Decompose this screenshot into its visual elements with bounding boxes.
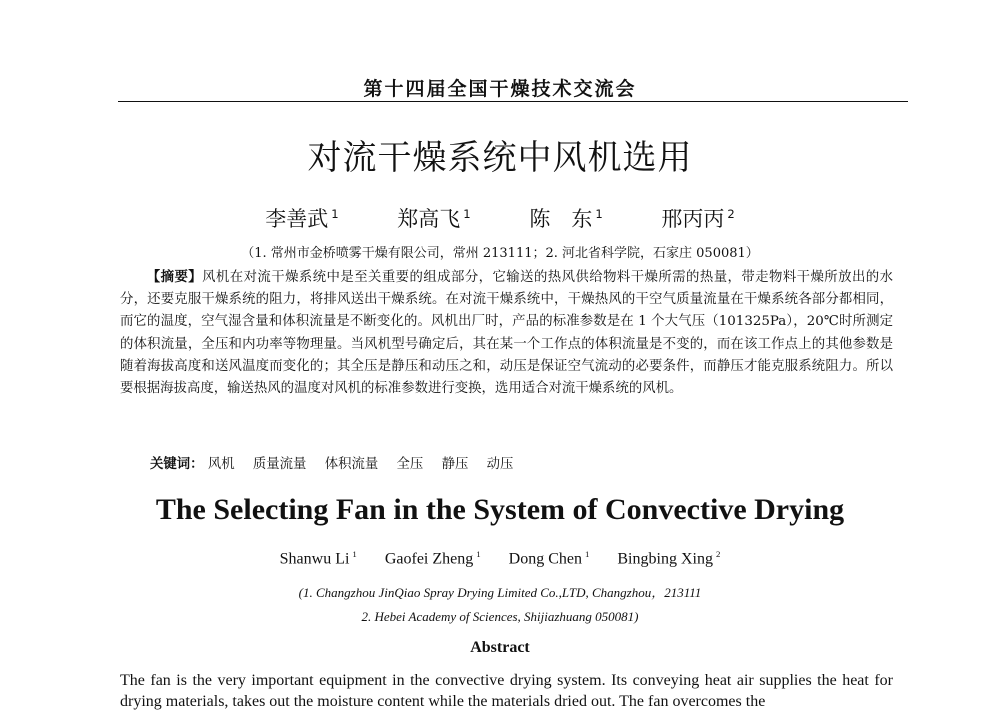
header-rule: [118, 101, 908, 102]
abstract-cn: [120, 266, 893, 400]
author-en: [280, 549, 357, 568]
author-name: Gaofei Zheng: [384, 550, 474, 568]
keywords-cn: [150, 453, 890, 472]
affiliation-en-line1: (1. Changzhou JinQiao Spray Drying Limited Co.,LTD, Changzhou，213111: [298, 585, 702, 600]
abstract-text-en: The fan is the very important equipment in the convective drying system. Its conveying heat air supplies the heat for drying materials, takes out the moisture content while the materials dried out. The fan overcomes the: [120, 672, 893, 710]
author-list-cn: [0, 203, 1000, 233]
keyword: 体积流量: [324, 457, 379, 472]
affiliation-cn: （1. 常州市金桥喷雾干燥有限公司，常州 213111；2. 河北省科学院，石家庄 050081）: [241, 246, 759, 261]
author-cn: [529, 203, 602, 233]
author-affiliation-mark: 1: [476, 549, 481, 559]
author-affiliation-mark: 2: [715, 549, 721, 559]
author-en: [617, 549, 720, 568]
keyword: 风机: [207, 457, 235, 472]
author-name: 陈 东: [529, 207, 593, 231]
author-name: 邢丙丙: [661, 207, 725, 231]
author-en: [509, 549, 590, 568]
abstract-label-cn: 【摘要】: [146, 269, 203, 285]
author-affiliation-mark: 1: [352, 549, 357, 559]
author-name: 李善武: [265, 207, 329, 231]
author-name: Shanwu Li: [279, 550, 350, 568]
author-affiliation-mark: 1: [595, 207, 603, 221]
author-cn: [661, 203, 734, 233]
conference-header: 第十四届全国干燥技术交流会: [363, 78, 637, 100]
abstract-text-cn: 风机在对流干燥系统中是至关重要的组成部分，它输送的热风供给物料干燥所需的热量，带走物料干燥所放出的水分，还要克服干燥系统的阻力，将排风送出干燥系统。在对流干燥系统中，干燥热风的干空气质量流量在干燥系统各部分都相同，而它的温度，空气湿含量和体积流量是不断变化的。风机出厂时，产品的标准参数是在 1 个大气压（101325Pa），20℃时所测定的体积流量，全压和内功率等物理量。当风机型号确定后，其在某一个工作点的体积流量是不变的，而在该工作点上的其他参数是随着海拔高度和送风温度而变化的；其全压是静压和动压之和，动压是保证空气流动的必要条件，而静压才能克服系统阻力。所以要根据海拔高度，输送热风的温度对风机的标准参数进行变换，选用适合对流干燥系统的风机。: [120, 270, 894, 397]
author-list-en: [0, 549, 1000, 568]
author-affiliation-mark: 1: [331, 207, 339, 221]
author-name: Dong Chen: [508, 550, 582, 568]
author-cn: [265, 203, 338, 233]
keyword: 静压: [441, 457, 469, 472]
keyword: 动压: [486, 457, 514, 472]
paper-title-en: The Selecting Fan in the System of Convective Drying: [155, 493, 845, 526]
author-affiliation-mark: 1: [463, 207, 471, 221]
author-cn: [397, 203, 470, 233]
author-name: 郑高飞: [397, 207, 461, 231]
author-affiliation-mark: 1: [584, 549, 590, 559]
keyword: 全压: [396, 457, 424, 472]
paper-title-cn: 对流干燥系统中风机选用: [307, 138, 693, 178]
keyword: 质量流量: [252, 457, 307, 472]
keywords-label-cn: 关键词：: [150, 456, 204, 472]
affiliation-en-line2: 2. Hebei Academy of Sciences, Shijiazhuang 050081): [361, 609, 639, 624]
author-affiliation-mark: 2: [727, 207, 735, 221]
author-name: Bingbing Xing: [617, 550, 713, 568]
author-en: [385, 549, 481, 568]
abstract-heading-en: Abstract: [470, 639, 530, 656]
